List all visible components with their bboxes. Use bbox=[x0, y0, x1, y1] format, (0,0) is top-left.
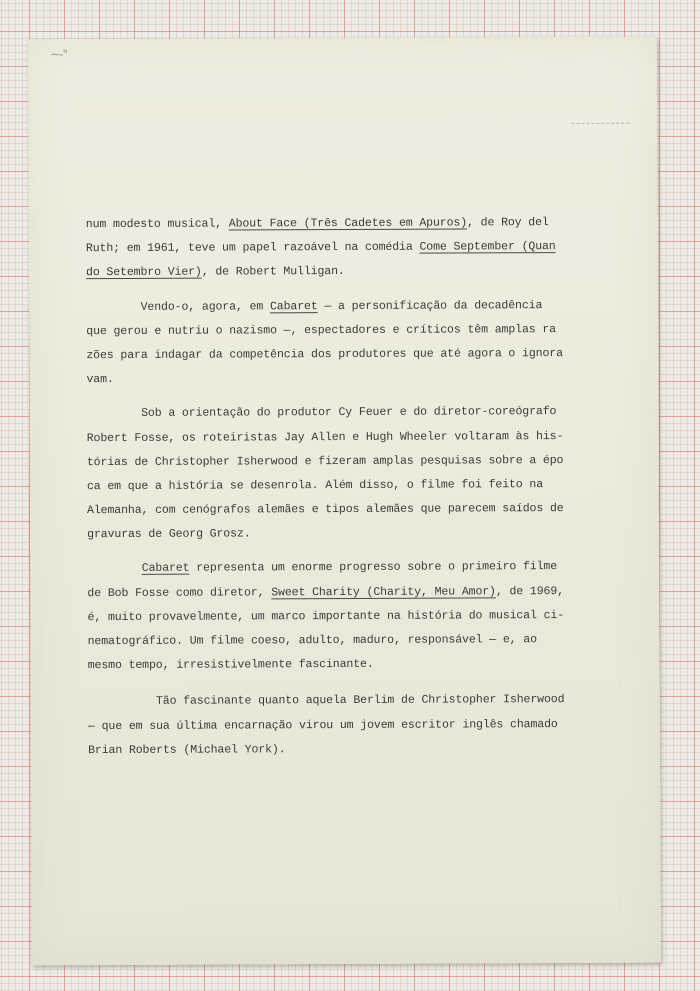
text-segment: Tão fascinante quanto aquela Berlim de Christopher Isherwood bbox=[87, 693, 565, 709]
typewritten-page bbox=[28, 37, 661, 966]
text-line bbox=[87, 473, 602, 499]
text-line bbox=[86, 211, 601, 237]
text-segment: gravuras de Georg Grosz. bbox=[87, 527, 251, 542]
text-segment: mesmo tempo, irresistivelmente fascinante. bbox=[87, 658, 374, 673]
text-segment: tórias de Christopher Isherwood e fizeram amplas pesquisas sobre a épo bbox=[86, 453, 564, 469]
text-segment: de Bob Fosse como diretor, bbox=[87, 585, 272, 600]
paragraph bbox=[87, 555, 603, 678]
text-line bbox=[87, 580, 602, 606]
text-segment: Vendo-o, agora, em bbox=[86, 299, 270, 314]
text-line bbox=[87, 424, 602, 450]
text-segment: — que em sua última encarnação virou um jovem escritor inglês chamado bbox=[87, 717, 558, 733]
text-line bbox=[86, 259, 601, 285]
underlined-title: About Face (Três Cadetes em Apuros) bbox=[228, 216, 468, 231]
text-line bbox=[87, 449, 602, 475]
text-segment: Sob a orientação do produtor Cy Feuer e do diretor-coreógrafo bbox=[86, 405, 557, 421]
text-line bbox=[86, 235, 601, 261]
corner-pencil-mark: ~-" bbox=[50, 47, 67, 62]
text-line bbox=[87, 555, 602, 581]
document-body bbox=[86, 211, 603, 763]
paragraph bbox=[88, 688, 603, 763]
paragraph bbox=[87, 400, 603, 547]
text-line bbox=[86, 318, 601, 344]
text-line bbox=[88, 712, 603, 738]
faint-dash-mark bbox=[571, 123, 629, 124]
paragraph bbox=[86, 293, 601, 392]
text-segment bbox=[87, 562, 142, 575]
text-segment: Alemanha, com cenógrafos alemães e tipos alemães que parecem saídos de bbox=[87, 502, 564, 518]
text-line bbox=[88, 737, 603, 763]
text-line bbox=[86, 342, 601, 368]
text-segment: — a personificação da decadência bbox=[317, 298, 543, 313]
underlined-title: do Setembro Vier) bbox=[85, 265, 202, 280]
text-segment: nematográfico. Um filme coeso, adulto, maduro, responsável — e, ao bbox=[87, 633, 537, 649]
text-line bbox=[87, 400, 602, 426]
paragraph bbox=[86, 211, 601, 286]
text-segment: Brian Roberts (Michael York). bbox=[88, 743, 286, 757]
text-line bbox=[88, 688, 603, 714]
text-segment: , de 1969, bbox=[495, 584, 564, 598]
text-line bbox=[87, 521, 602, 547]
text-segment: Ruth; em 1961, teve um papel razoável na comédia bbox=[85, 240, 420, 256]
underlined-title: Sweet Charity (Charity, Meu Amor) bbox=[271, 584, 496, 599]
text-segment: representa um enorme progresso sobre o primeiro filme bbox=[189, 560, 558, 576]
text-line bbox=[88, 652, 603, 678]
text-segment: ca em que a história se desenrola. Além disso, o filme foi feito na bbox=[86, 478, 544, 493]
text-line bbox=[87, 604, 602, 630]
underlined-title: Cabaret bbox=[269, 299, 318, 313]
text-segment: num modesto musical, bbox=[85, 217, 229, 232]
underlined-title: Cabaret bbox=[141, 562, 190, 576]
underlined-title: Come September (Quan bbox=[419, 240, 556, 254]
text-line bbox=[87, 497, 602, 523]
text-segment: Robert Fosse, os roteiristas Jay Allen e Hugh Wheeler voltaram às his- bbox=[86, 429, 564, 445]
text-segment: vam. bbox=[86, 373, 114, 387]
text-segment: zões para indagar da competência dos produtores que até agora o ignora bbox=[86, 346, 563, 363]
text-segment: , de Robert Mulligan. bbox=[201, 265, 345, 279]
text-line bbox=[86, 366, 601, 392]
text-line bbox=[86, 293, 601, 319]
text-segment: , de Roy del bbox=[466, 216, 549, 230]
text-line bbox=[88, 628, 603, 654]
text-segment: é, muito provavelmente, um marco importante na história do musical ci- bbox=[87, 608, 565, 624]
text-segment: que gerou e nutriu o nazismo —, espectadores e críticos têm amplas ra bbox=[86, 322, 557, 338]
